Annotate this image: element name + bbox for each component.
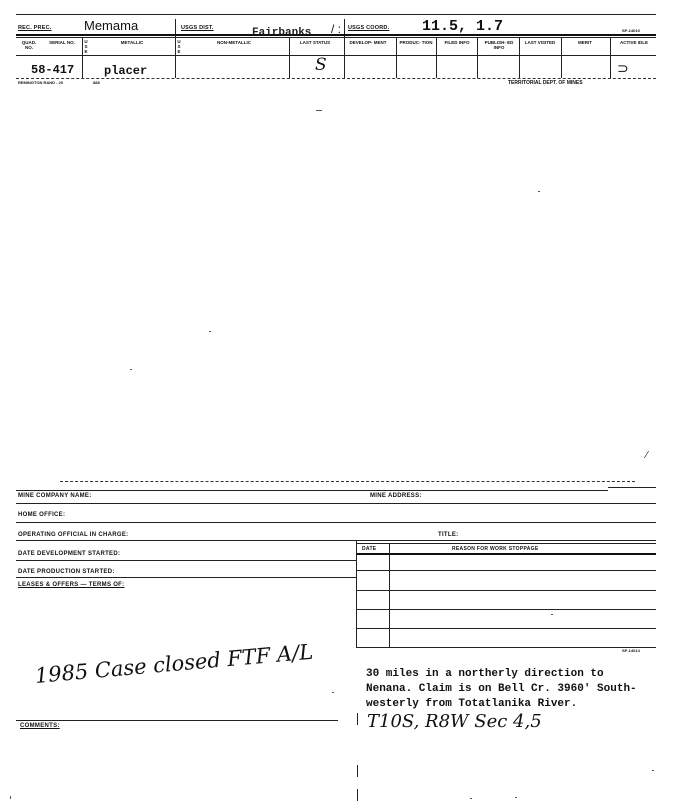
- col-active-idle: ACTIVE IDLE: [619, 40, 648, 45]
- comments-tick: [357, 765, 358, 777]
- usgs-coord-value: 11.5, 1.7: [422, 18, 504, 35]
- comments-label: COMMENTS:: [20, 723, 60, 729]
- operating-official-label: OPERATING OFFICIAL IN CHARGE:: [18, 532, 129, 538]
- col-last-status: LAST STATUS: [299, 40, 331, 45]
- title-label: TITLE:: [438, 532, 459, 538]
- divider: [477, 37, 478, 78]
- speck: [130, 369, 132, 370]
- record-active-mark: ⊃: [617, 60, 629, 76]
- home-office-label: HOME OFFICE:: [18, 512, 66, 518]
- form-line: [356, 543, 656, 544]
- speck: [316, 110, 322, 111]
- rec-prec-value: Memama: [84, 18, 139, 33]
- speck: [332, 692, 334, 693]
- mine-company-name-label: MINE COMPANY NAME:: [18, 493, 92, 499]
- divider: [396, 37, 397, 78]
- col-production: PRODUC- TION: [399, 40, 433, 45]
- form-line: [356, 628, 656, 629]
- form-line: [16, 522, 656, 523]
- lower-rule: [16, 490, 608, 491]
- divider: [344, 19, 345, 78]
- form-line: [356, 570, 656, 571]
- col-use-metallic: U S E: [84, 39, 88, 54]
- comments-rule: [16, 720, 338, 721]
- reason-col-label: REASON FOR WORK STOPPAGE: [452, 546, 539, 552]
- speck: [551, 614, 553, 615]
- handwritten-location-ref: T10S, R8W Sec 4,5: [367, 711, 542, 732]
- col-last-visited: LAST VISITED: [524, 40, 556, 45]
- divider: [519, 37, 520, 78]
- header-rule: [16, 37, 656, 38]
- date-production-started-label: DATE PRODUCTION STARTED:: [18, 569, 115, 575]
- col-filed-info: FILED INFO: [444, 40, 470, 45]
- territorial-dept: TERRITORIAL DEPT. OF MINES: [508, 80, 583, 86]
- form-line: [356, 590, 656, 591]
- rec-prec-label: REC. PREC.: [18, 25, 52, 31]
- form-id: SP-14010: [622, 28, 640, 33]
- speck: [652, 770, 654, 771]
- comments-tick: [357, 713, 358, 725]
- usgs-coord-label: USGS COORD.: [348, 25, 390, 31]
- usgs-dist-label: USGS DIST.: [181, 25, 214, 31]
- divider: [436, 37, 437, 78]
- divider: [610, 37, 611, 78]
- divider: [82, 37, 83, 78]
- form-id-2: SP-14014: [622, 648, 640, 653]
- form-line: [356, 553, 656, 555]
- date-col-label: DATE: [362, 546, 377, 552]
- location-line-3: westerly from Totatlanika River.: [366, 698, 578, 710]
- col-merit: MERIT: [578, 40, 592, 45]
- form-line: [16, 560, 356, 561]
- speck: [538, 191, 540, 192]
- lower-dashed-rule: [60, 481, 635, 482]
- handwritten-case-closed: 1985 Case closed FTF A/L: [33, 639, 315, 688]
- location-line-2: Nenana. Claim is on Bell Cr. 3960' South-: [366, 683, 637, 695]
- speck: [209, 331, 211, 332]
- printer-code: 888: [93, 80, 100, 85]
- comments-tick: [357, 789, 358, 801]
- divider: [175, 19, 176, 78]
- header-rule: [16, 34, 656, 36]
- form-line: [16, 577, 356, 578]
- dist-mark: / :: [331, 22, 342, 36]
- form-line: [356, 647, 656, 648]
- speck: [515, 797, 517, 798]
- printer-info: REMINGTON RAND - 20: [18, 80, 64, 85]
- form-line: [16, 503, 656, 504]
- speck: [10, 796, 11, 799]
- speck: ⁄: [646, 450, 648, 461]
- leases-offers-label: LEASES & OFFERS — TERMS OF:: [18, 582, 125, 588]
- speck: [470, 798, 472, 799]
- location-line-1: 30 miles in a northerly direction to: [366, 668, 604, 680]
- record-status: S: [315, 55, 327, 75]
- form-line: [356, 609, 656, 610]
- divider: [561, 37, 562, 78]
- top-border: [16, 14, 656, 15]
- col-use-nonmetallic: U S E: [177, 39, 181, 54]
- record-rule: [16, 78, 656, 79]
- usgs-dist-value: Fairbanks: [252, 27, 312, 35]
- table-date-divider: [389, 543, 390, 647]
- lower-rule-right: [608, 487, 656, 488]
- mine-address-label: MINE ADDRESS:: [370, 493, 422, 499]
- form-line: [16, 540, 656, 541]
- col-quad-no: QUAD. NO.: [21, 40, 37, 50]
- row-rule: [16, 55, 656, 56]
- col-development: DEVELOP- MENT: [349, 40, 387, 45]
- location-text: [366, 667, 637, 712]
- col-published-info: PUBLISH- ED INFO: [484, 40, 514, 50]
- date-development-started-label: DATE DEVELOPMENT STARTED:: [18, 551, 121, 557]
- col-non-metallic: NON-METALLIC: [217, 40, 251, 45]
- record-metallic: placer: [104, 64, 148, 78]
- col-serial-no: SERIAL NO.: [49, 40, 75, 45]
- col-metallic: METALLIC: [120, 40, 144, 45]
- divider: [289, 37, 290, 78]
- table-border-left: [356, 540, 357, 647]
- record-serial: 58-417: [31, 63, 75, 77]
